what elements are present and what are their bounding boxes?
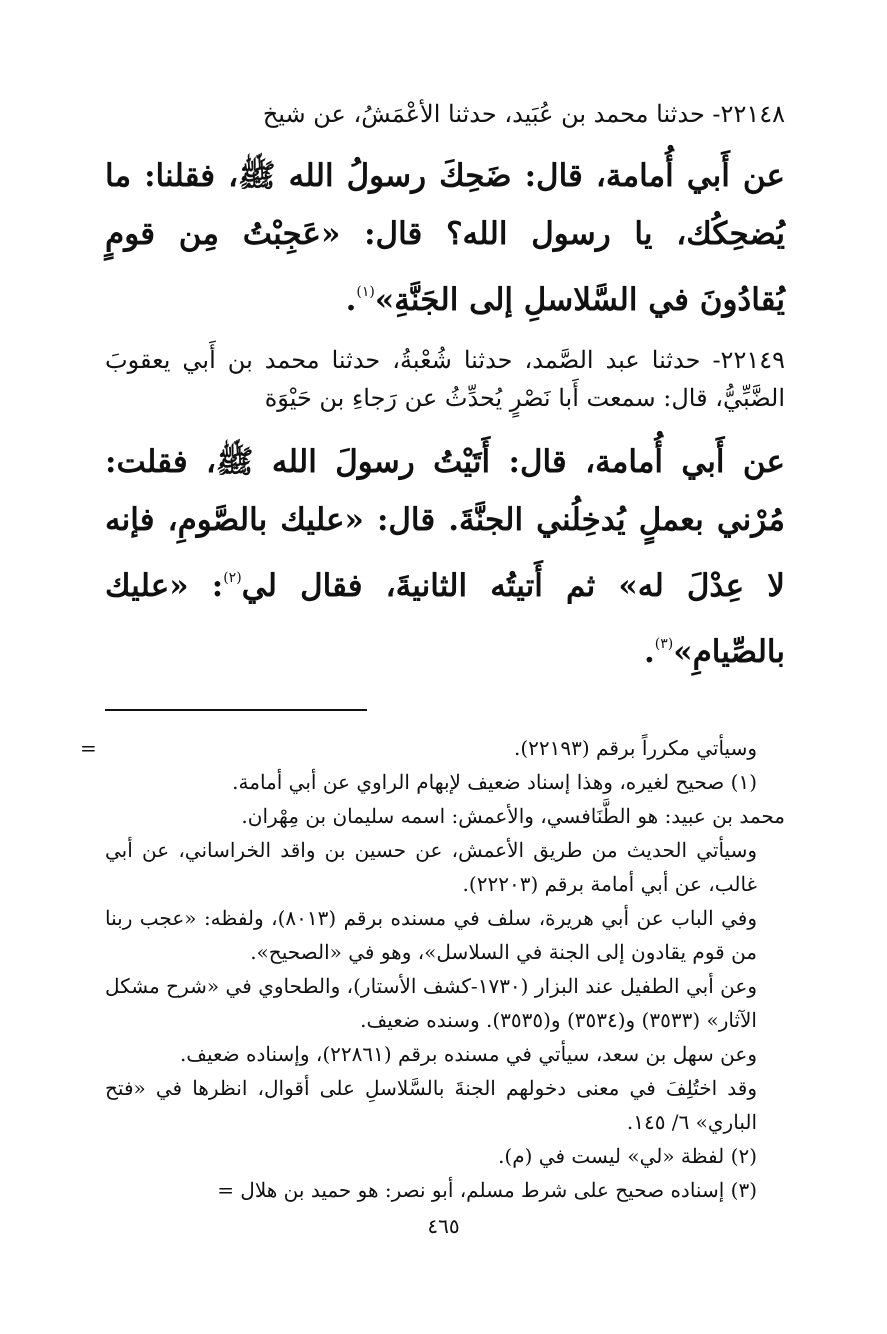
footnote-text: وفي الباب عن أبي هريرة، سلف في مسنده برقم (٨٠١٣)، ولفظه: «عجب ربنا من قوم يقادون إلى الجنة في السلاسل»، وهو في «الصحيح». <box>105 906 758 964</box>
isnad-line <box>105 341 785 417</box>
isnad-line: ٢٢١٤٨- حدثنا محمد بن عُبَيد، حدثنا الأعْمَشُ، عن شيخ <box>262 100 785 128</box>
continuation-mark: = <box>80 736 97 760</box>
matn-text <box>105 433 785 681</box>
page-number: ٤٦٥ <box>427 1214 460 1238</box>
footnote-text: وسيأتي الحديث من طريق الأعمش، عن حسين بن واقد الخراساني، عن أبي غالب، عن أبي أمامة برقم (٢٢٢٠٣). <box>105 838 757 896</box>
footnotes <box>80 731 785 1207</box>
footnote-text: وعن سهل بن سعد، سيأتي في مسنده برقم (٢٢٨٦١)، وإسناده ضعيف. <box>179 1042 757 1066</box>
matn-line: يُضحِكُك، يا رسول الله؟ قال: «عَجِبْتُ مِن قومٍ يُقادُونَ في <box>105 216 785 318</box>
footnote-ref: (١) <box>356 284 375 300</box>
footnote-text: وعن أبي الطفيل عند البزار (١٧٣٠-كشف الأستار)، والطحاوي في «شرح مشكل الآثار» (٣٥٣٣) و(٣٥٣٤) و(٣٥٣٥). وسنده ضعيف. <box>105 974 757 1032</box>
hadith-22148 <box>105 95 785 329</box>
footnote-text: وقد اختُلِفَ في معنى دخولهم الجنةَ بالسَّلاسلِ على أقوال، انظرها في «فتح الباري» ٦/ ١٤٥. <box>105 1076 757 1134</box>
matn-line: السَّلاسلِ إلى الجَنَّةِ» <box>374 282 638 318</box>
isnad-line-2: يعقوبَ الضَّبِّيُّ، قال: سمعت أَبا نَصْرٍ يُحدِّثُ عن رَجاءِ بن حَيْوَة <box>105 346 785 412</box>
footnote-text: محمد بن عبيد: هو الطَّنَافسي، والأعمش: اسمه سليمان بن مِهْران. <box>241 804 785 828</box>
hadith-22149 <box>105 341 785 681</box>
matn-line: الثانيةَ، فقال لي <box>241 568 468 604</box>
footnote-text: وسيأتي مكرراً برقم (٢٢١٩٣). <box>513 736 757 760</box>
footnote-1: (١) صحيح لغيره، وهذا إسناد ضعيف لإبهام الراوي عن أبي أمامة. <box>232 770 757 794</box>
end-mark: . <box>643 634 655 670</box>
matn-line: عن أَبي أُمامة، قال: ضَحِكَ رسولُ الله ﷺ، فقلنا: ما <box>105 158 785 194</box>
page-body <box>80 95 785 1207</box>
isnad-line-1: ٢٢١٤٩- حدثنا عبد الصَّمد، حدثنا شُعْبةُ، حدثنا محمد بن أَبي <box>182 346 785 374</box>
end-mark: . <box>345 282 357 318</box>
footnote-2: (٢) لفظة «لي» ليست في (م). <box>498 1144 757 1168</box>
footnote-3: (٣) إسناده صحيح على شرط مسلم، أبو نصر: هو حميد بن هلال = <box>217 1178 757 1202</box>
matn-line: : «عليك بالصِّيامِ» <box>105 568 785 670</box>
footnote-separator <box>105 709 367 711</box>
footnote-ref: (٢) <box>223 570 242 586</box>
footnote-continuation <box>80 731 785 765</box>
footnote-ref: (٣) <box>654 636 674 652</box>
matn-line: عن أَبي أُمامة، قال: أَتَيْتُ رسولَ الله ﷺ، فقلت: مُرْني بعملٍ <box>105 444 785 538</box>
matn-line: يُدخِلُني الجنَّةَ. قال: «عليك بالصَّومِ، فإنه لا عِدْلَ له» ثم أَتيتُه <box>105 502 785 604</box>
matn-text <box>105 147 785 329</box>
